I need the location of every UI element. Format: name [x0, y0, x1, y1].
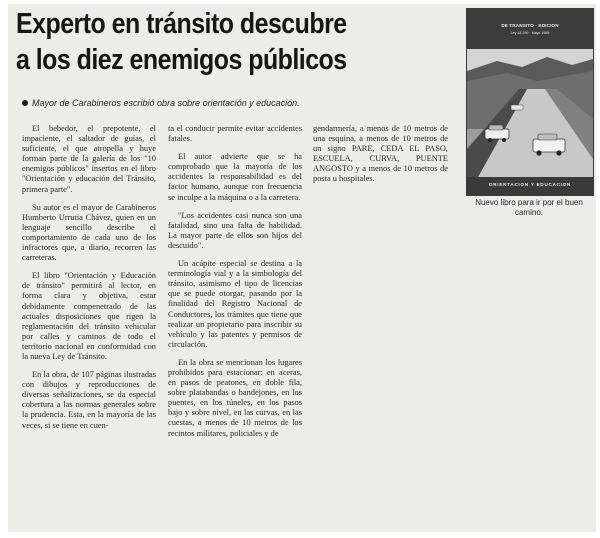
cover-footer: ORIENTACION Y EDUCACION — [488, 182, 572, 187]
bullet-icon — [22, 100, 28, 106]
cover-title: DE TRANSITO · EDICION — [501, 23, 559, 28]
paragraph: El autor advierte que se ha comprobado que la mayoría de los accidentes la responsabilidad es del factor humano, aunque con frecuencia se inculpe a la máquina o a la carretera. — [168, 152, 302, 202]
headline-line-1: Experto en tránsito descubre — [16, 8, 347, 40]
paragraph: Un acápite especial se destina a la terminología vial y a la simbología del tránsito, asimismo el tipo de licencias que se puede otorgar, pasando por la finalidad del Registro Nacional de Conductores, los trámites que tiene que realizar un propietario para inscribir su vehículo y las patentes y permisos de circulación. — [168, 259, 302, 349]
paragraph: "Los accidentes casi nunca son una fatalidad, sino una falta de habilidad. La mayor parte de ellos son hijos del descuido". — [168, 210, 302, 250]
paragraph: En la obra, de 107 páginas ilustradas con dibujos y reproducciones de diversas señalizaciones, se da especial cobertura a las normas generales sobre la prudencia. Esta, en la mayoría de las veces, si se tiene en cuen- — [22, 370, 156, 430]
book-cover-photo — [466, 8, 594, 196]
photo-caption: Nuevo libro para ir por el buen camino. — [475, 198, 583, 217]
article-subhead — [22, 97, 442, 109]
paragraph: gendarmería, a menos de 10 metros de una esquina, a menos de 10 metros de un signo PARE, CEDA EL PASO, ESCUELA, CURVA, PUENTE ANGOSTO y a menos de 10 metros de posta u hospitales. — [313, 124, 448, 184]
paragraph: En la obra se mencionan los lugares prohibidos para estacionar: en aceras, en pasos de peatones, en doble fila, sobre platabandas o bandejones, en los puentes, en los túneles, en los pasos bajo y sobre nivel, en las curvas, en las cuestas, a menos de 10 metros de los recintos militares, policiales y de — [168, 357, 302, 438]
paragraph: El libro "Orientación y Educación de tránsito" permitirá al lector, en forma clara y objetiva, estar debidamente compenetrado de las actuales disposiciones que rigen la reglamentación del tránsito vehicular por calles y caminos de todo el territorio nacional en conformidad con la nueva Ley de Tránsito. — [22, 271, 156, 361]
cover-subtitle: Ley 18.290 · Mayo 1985 — [510, 31, 550, 35]
text-column-3 — [313, 124, 448, 193]
headline-line-2: a los diez enemigos públicos — [16, 44, 347, 76]
paragraph: ta el conducir permite evitar accidentes fatales. — [168, 124, 302, 144]
text-column-2 — [168, 124, 302, 447]
subhead-text: Mayor de Carabineros escribió obra sobre orientación y educación. — [32, 98, 300, 108]
paragraph: El bebedor, el prepotente, el impaciente, el saltador de guías, el suficiente, el que atropella y huye forman parte de la galería de los "10 enemigos públicos" insertos en el libro "Orientación y educación del Tránsito, primera parte". — [22, 124, 156, 194]
article-headline — [16, 6, 388, 78]
road-scene-image — [467, 9, 593, 195]
text-column-1 — [22, 124, 156, 439]
paragraph: Su autor es el mayor de Carabineros Humberto Urrutia Chávez, quien en un lenguaje sencillo describe el comportamiento de cada uno de los infractores que, a diario, recorren las carreteras. — [22, 202, 156, 263]
